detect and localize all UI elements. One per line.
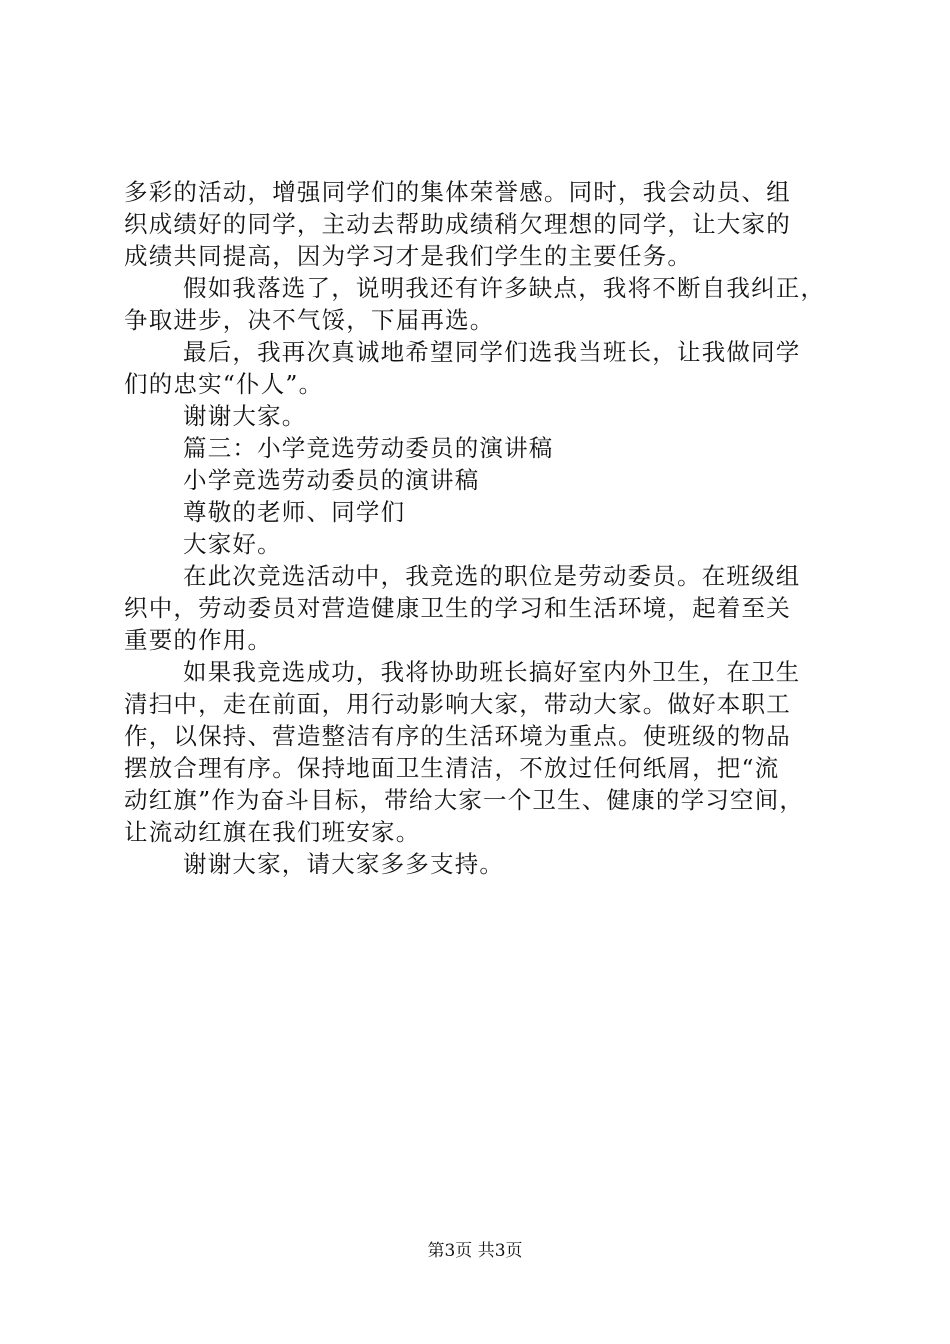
text-line: 们的忠实“仆人”。 <box>124 370 324 398</box>
closing-line: 谢谢大家，请大家多多支持。 <box>183 850 505 878</box>
text-line: 动红旗”作为奋斗目标，带给大家一个卫生、健康的学习空间， <box>124 786 805 814</box>
text-line: 清扫中，走在前面，用行动影响大家，带动大家。做好本职工 <box>124 690 791 718</box>
text-line: 作，以保持、营造整洁有序的生活环境为重点。使班级的物品 <box>124 722 791 750</box>
text-line: 在此次竞选活动中，我竞选的职位是劳动委员。在班级组 <box>183 562 801 590</box>
text-line: 重要的作用。 <box>124 626 273 654</box>
text-line: 谢谢大家。 <box>183 402 307 430</box>
greeting: 大家好。 <box>183 530 282 558</box>
text-line: 让流动红旗在我们班安家。 <box>124 818 421 846</box>
text-line: 假如我落选了，说明我还有许多缺点，我将不断自我纠正， <box>183 274 826 302</box>
text-line: 争取进步，决不气馁，下届再选。 <box>124 306 495 334</box>
text-line: 织成绩好的同学，主动去帮助成绩稍欠理想的同学，让大家的 <box>124 210 791 238</box>
text-line: 摆放合理有序。保持地面卫生清洁，不放过任何纸屑，把“流 <box>124 754 780 782</box>
document-body <box>124 176 836 880</box>
text-line: 最后，我再次真诚地希望同学们选我当班长，让我做同学 <box>183 338 801 366</box>
text-line: 多彩的活动，增强同学们的集体荣誉感。同时，我会动员、组 <box>124 178 791 206</box>
speech-title: 小学竞选劳动委员的演讲稿 <box>183 466 480 494</box>
text-line: 如果我竞选成功，我将协助班长搞好室内外卫生，在卫生 <box>183 658 801 686</box>
page-number-footer: 第3页 共3页 <box>427 1241 523 1261</box>
text-line: 成绩共同提高，因为学习才是我们学生的主要任务。 <box>124 242 693 270</box>
text-line: 织中，劳动委员对营造健康卫生的学习和生活环境，起着至关 <box>124 594 791 622</box>
section-heading: 篇三：小学竞选劳动委员的演讲稿 <box>183 434 554 462</box>
salutation: 尊敬的老师、同学们 <box>183 498 406 526</box>
